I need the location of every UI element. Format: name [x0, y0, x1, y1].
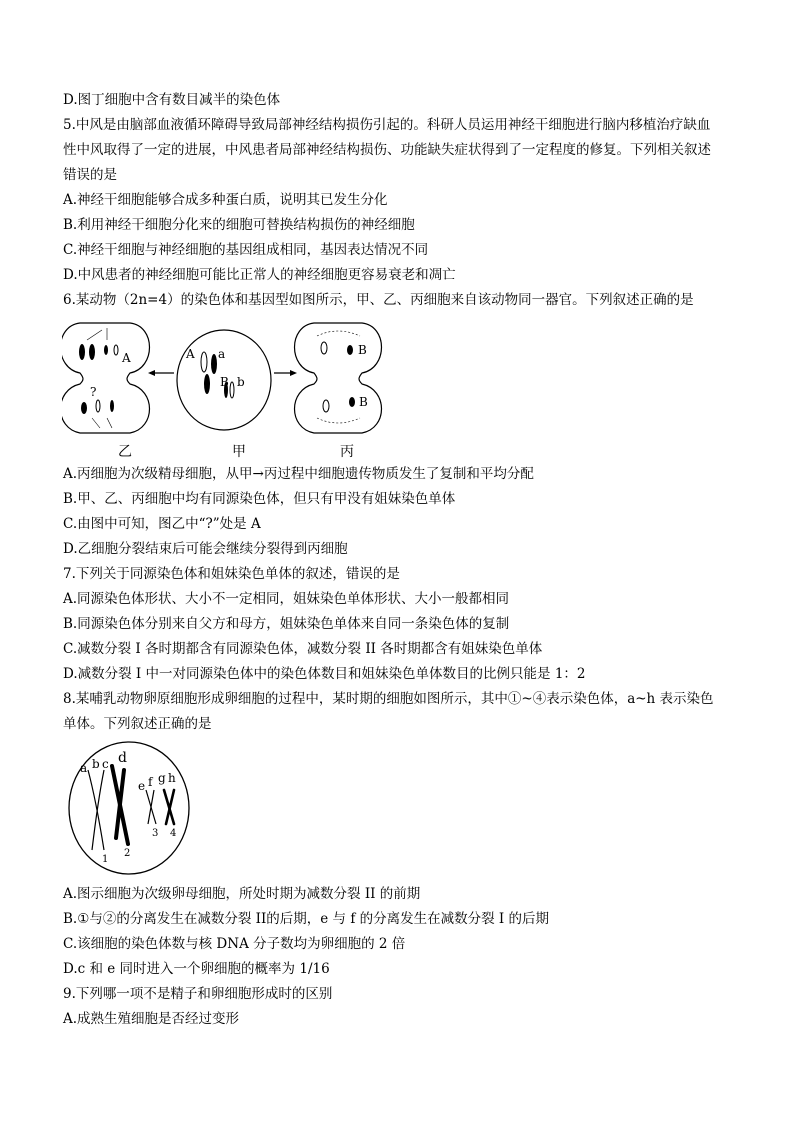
gene-label-jia-A: A	[186, 347, 195, 361]
line-q8-stem-2: 单体。下列叙述正确的是	[63, 716, 212, 732]
line-q6-b: B.甲、乙、丙细胞中均有同源染色体，但只有甲没有姐妹染色单体	[63, 491, 456, 507]
figure-q6-cells	[62, 318, 392, 463]
line-q4-d: D.图丁细胞中含有数目减半的染色体	[63, 92, 281, 108]
line-q9-stem: 9.下列哪一项不是精子和卵细胞形成时的区别	[63, 986, 333, 1002]
gene-label-jia-a: a	[218, 347, 226, 361]
chromosome-label-3: 3	[152, 828, 159, 839]
cell-label-jia: 甲	[232, 444, 246, 460]
line-q6-d: D.乙细胞分裂结束后可能会继续分裂得到丙细胞	[63, 541, 348, 557]
line-q6-c: C.由图中可知，图乙中“?”处是 A	[63, 516, 261, 532]
gene-label-jia-b: b	[237, 375, 245, 389]
line-q7-a: A.同源染色体形状、大小不一定相同，姐妹染色单体形状、大小一般都相同	[63, 591, 510, 607]
line-q7-b: B.同源染色体分别来自父方和母方，姐妹染色单体来自同一条染色体的复制	[63, 616, 510, 632]
line-q8-d: D.c 和 e 同时进入一个卵细胞的概率为 1/16	[63, 961, 330, 977]
line-q8-b: B.①与②的分离发生在减数分裂 II的后期，e 与 f 的分离发生在减数分裂 I 的后期	[63, 911, 550, 927]
line-q7-stem: 7.下列关于同源染色体和姐妹染色单体的叙述，错误的是	[63, 566, 400, 582]
line-q8-stem-1: 8.某哺乳动物卵原细胞形成卵细胞的过程中，某时期的细胞如图所示，其中①~④表示染色体，a~h 表示染色	[63, 691, 714, 707]
line-q6-stem: 6.某动物（2n=4）的染色体和基因型如图所示，甲、乙、丙细胞来自该动物同一器官。下列叙述正确的是	[63, 292, 694, 308]
chromosome-label-1: 1	[102, 854, 109, 865]
line-q7-d: D.减数分裂 I 中一对同源染色体中的染色体数目和姐妹染色单体数目的比例只能是 1：2	[63, 666, 586, 682]
gene-label-jia-B: B	[220, 375, 229, 389]
chromatid-label-h: h	[168, 771, 176, 785]
chromatid-label-g: g	[158, 771, 166, 785]
line-q7-c: C.减数分裂 I 各时期都含有同源染色体，减数分裂 II 各时期都含有姐妹染色单体	[63, 641, 543, 657]
gene-label-bing-B2: B	[359, 395, 368, 409]
chromatid-label-a: a	[80, 761, 88, 775]
cell-label-yi: 乙	[118, 444, 132, 460]
line-q5-stem-1: 5.中风是由脑部血液循环障碍导致局部神经结构损伤引起的。科研人员运用神经干细胞进行脑内移植治疗缺血	[63, 117, 711, 133]
line-q9-a: A.成熟生殖细胞是否经过变形	[63, 1011, 240, 1027]
line-q5-stem-3: 错误的是	[63, 167, 117, 183]
chromatid-label-e: e	[138, 779, 146, 793]
line-q5-a: A.神经干细胞能够合成多种蛋白质，说明其已发生分化	[63, 192, 388, 208]
line-q8-c: C.该细胞的染色体数与核 DNA 分子数均为卵细胞的 2 倍	[63, 936, 406, 952]
chromosome-label-2: 2	[124, 848, 131, 859]
chromatid-label-c: c	[102, 757, 109, 771]
line-q6-a: A.丙细胞为次级精母细胞，从甲→丙过程中细胞遗传物质发生了复制和平均分配	[63, 466, 534, 482]
line-q5-c: C.神经干细胞与神经细胞的基因组成相同，基因表达情况不同	[63, 242, 429, 258]
chromosome-label-4: 4	[170, 828, 177, 839]
line-q5-b: B.利用神经干细胞分化来的细胞可替换结构损伤的神经细胞	[63, 217, 415, 233]
chromatid-label-f: f	[148, 775, 153, 789]
line-q5-d: D.中风患者的神经细胞可能比正常人的神经细胞更容易衰老和凋亡	[63, 267, 456, 283]
cell-label-bing: 丙	[340, 444, 354, 460]
line-q5-stem-2: 性中风取得了一定的进展，中风患者局部神经结构损伤、功能缺失症状得到了一定程度的修复。下列相关叙述	[63, 142, 711, 158]
line-q8-a: A.图示细胞为次级卵母细胞，所处时期为减数分裂 II 的前期	[63, 886, 421, 902]
gene-label-bing-B1: B	[358, 343, 367, 357]
chromatid-label-d: d	[118, 750, 127, 766]
gene-label-yi-A: A	[122, 351, 131, 365]
figure-q8-cell	[66, 740, 196, 880]
gene-label-yi-q: ?	[90, 385, 97, 399]
chromatid-label-b: b	[92, 757, 100, 771]
